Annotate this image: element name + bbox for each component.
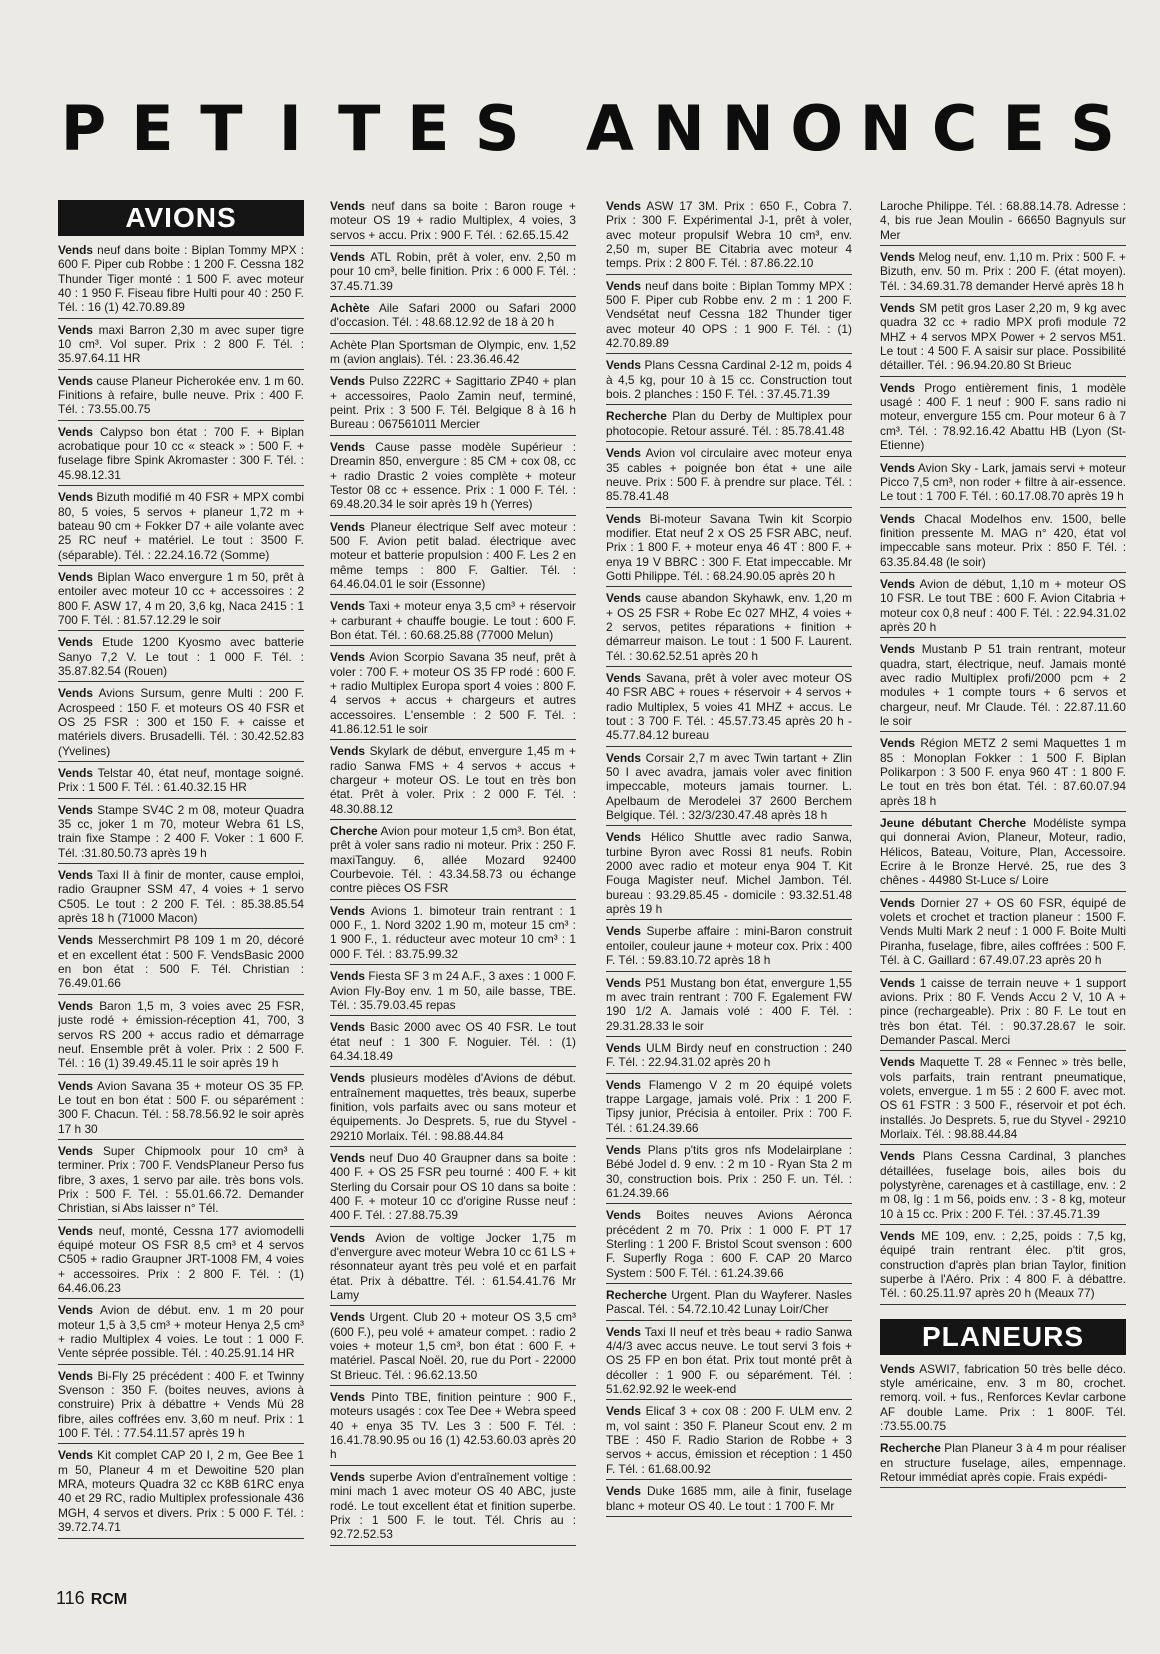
ad-keyword: Vends [330,1150,366,1165]
ad-text: Super Chipmoolx pour 10 cm³ à terminer. Prix : 700 F. VendsPlaneur Perso fus fibre, 3 axes, 1 servo par aile. très bons vols. Prix : 500 F. Tél. : 55.01.66.72. Demander Christian, si Abs laisser n° Tél. [58,1143,304,1216]
ad-text: Avions Sursum, genre Multi : 200 F. Acrospeed : 150 F. et moteurs OS 40 FSR et OS 25 FSR : 300 et 150 F. + caisse et matériels divers. Brusadelli. Tél. : 30.42.52.83 (Yvelines) [58,686,304,758]
column-2 [330,198,576,1568]
classified-ad [58,867,304,929]
ad-keyword: Vends [880,975,916,990]
ad-text: ULM Birdy neuf en construction : 240 F. Tél. : 22.94.31.02 après 20 h [606,1040,852,1070]
ad-keyword: Vends [330,1469,366,1484]
classified-ad [58,569,304,631]
classified-ad [330,1309,576,1386]
page-banner [52,92,1124,164]
banner-letter: S [1061,92,1124,164]
ad-keyword: Vends [606,199,642,213]
ad-text: plusieurs modèles d'Avions de début. entraînement maquettes, très beaux, superbe finition, vols parfaits avec ou sans moteur et équipements. Jo Desprets. 5, rue du Styvel - 29210 Morlaix. Tél. : 98.88.44.84 [330,1071,576,1143]
classified-ad [880,735,1126,812]
magazine-name: RCM [90,1591,128,1608]
classified-ad [58,424,304,486]
ad-text: Pulso Z22RC + Sagittario ZP40 + plan + accessoires, Paolo Zamin neuf, terminé, peint. Prix : 3 500 F. Tél. Belgique 8 à 16 h Bureau : 067561011 Mercier [330,374,576,432]
ad-text: neuf dans boite : Biplan Tommy MPX : 600 F. Piper cub Robbe : 1 200 F. Cessna 182 Thunder Tiger monté : 1 500 F. avec moteur 40 : 1 950 F. Fiseau fibre Hulti pour 40 : 250 F. Tél. : 16 (1) 42.70.89.89 [58,243,304,315]
ad-keyword: Vends [58,424,94,439]
ad-keyword: Vends [58,802,94,817]
classified-ad [330,743,576,820]
classified-ad [880,975,1126,1052]
banner-letter: E [121,92,184,164]
ads-list [880,1361,1126,1489]
banner-letter: S [466,92,529,164]
classified-ad [880,511,1126,573]
ad-text: Boites neuves Avions Aéronca précédent 2 m 70. Prix : 1 000 F. PT 17 Sterling : 1 200 F. Bristol Scout svenson : 600 F. Superfly Roga : 600 F. CAP 20 Marco System : 500 F. Tél. : 61.24.39.66 [606,1208,852,1280]
ad-keyword: Vends [880,1229,916,1243]
ad-text: Maquette T. 28 « Fennec » très belle, vols parfaits, train rentrant pneumatique, volets, envergue. 1 m 55 : 2 600 F. avec mot. OS 61 FSTR : 3 500 F., réservoir et pot éch. installés. Jo Desprets. 5, rue du Styvel - 29210 Morlaix. Tél. : 98.88.44.84 [880,1055,1126,1141]
classified-ad [606,445,852,507]
ad-keyword: Vends [58,998,94,1013]
classified-ad [880,576,1126,638]
classified-ad [330,300,576,334]
ad-keyword: Vends [606,1324,642,1339]
classified-ad [880,1054,1126,1145]
ad-text: Basic 2000 avec OS 40 FSR. Le tout état neuf : 1 300 F. Noguier. Tél. : (1) 64.34.18.49 [330,1020,576,1063]
ad-keyword: Vends [330,650,366,665]
ad-keyword: Vends [880,511,916,526]
classified-ad [606,198,852,275]
classified-ad [58,1302,304,1364]
ad-text: Dornier 27 + OS 60 FSR, équipé de volets et crochet et traction planeur : 1500 F. Vends Multi Mark 2 neuf : 1 000 F. Boite Multi Piranha, fuselage, fibre, ailes coffrées : 500 F. Tél. à C. Gaillard : 67.49.07.23 après 20 h [880,895,1126,968]
classified-ad [880,1361,1126,1438]
ad-text: Modéliste sympa qui donnerai Avion, Planeur, Moteur, radio, Hélicos, Bateau, Voiture, Plan, Accessoire. Ecrire à le Bronze Hervé. 25, rue des 3 chênes - 44980 St-Luce s/ Loire [880,816,1126,888]
ad-text: Laroche Philippe. Tél. : 68.88.14.78. Adresse : 4, bis rue Jean Moulin - 66650 Bagnyuls sur Mer [880,199,1126,242]
classified-ad [58,802,304,864]
ad-text: Avion Sky - Lark, jamais servi + moteur Picco 7,5 cm³, non roder + filtre à air-essence. Le tout : 1 700 F. Tél. : 60.17.08.70 après 19 h [880,460,1126,504]
ad-text: Avion Savana 35 + moteur OS 35 FP. Le tout en bon état : 500 F. ou séparément : 300 F. Chacun. Tél. : 58.78.56.92 le soir après 17 h 30 [58,1078,304,1136]
ad-text: Pinto TBE, finition peinture : 900 F., moteurs usagés : cox Tee Dee + Webra speed 40 + enya 35 TV. Les 3 : 500 F. Tél. : 16.41.78.90.95 ou 16 (1) 42.53.60.03 après 20 h [330,1390,576,1462]
classified-ad [606,1324,852,1401]
ad-text: Taxi II neuf et très beau + radio Sanwa 4/4/3 avec accus neuve. Le tout servi 3 fois + OS 25 FP en bon état. Prix tout monté prêt à décoller : 1 900 F. ou séparément. Tél. : 51.62.92.92 le week-end [606,1324,852,1397]
ad-text: Elicaf 3 + cox 08 : 200 F. ULM env. 2 m, vol saint : 350 F. Planeur Scout env. 2 m TBE : 450 F. Radio Starion de Robbe + 3 servos + accus, émission et réception : 1 450 F. Tél. : 61.68.00.92 [606,1404,852,1476]
classified-ad [606,829,852,920]
ad-keyword: Vends [880,250,916,265]
ad-keyword: Cherche [330,824,378,839]
classified-ad [606,670,852,747]
ad-keyword: Achète [330,301,370,316]
banner-letter: A [578,92,641,164]
ad-text: Avion vol circulaire avec moteur enya 35 cables + poignée bon état + une aile neuve. Prix : 500 F. à prendre sur place. Tél. : 85.78.41.48 [606,446,852,504]
ad-text: Hélico Shuttle avec radio Sanwa, turbine Byron avec Rossi 81 neufs. Robin 2000 avec radio et moteur enya 904 T. Kit Fouga Magister neuf. Michel Jambon. Tél. bureau : 93.29.85.45 - domicile : 93.32.51.48 après 19 h [606,830,852,917]
ad-text: Taxi + moteur enya 3,5 cm³ + réservoir + carburant + chauffe bougie. Le tout : 600 F. Bon état. Tél. : 60.68.25.88 (77000 Melun) [330,599,576,642]
ad-text: 1 caisse de terrain neuve + 1 support avions. Prix : 80 F. Vends Accu 2 V, 10 A + pince (rechargeable). Prix : 80 F. Le tout en très bon état. Tél. : 90.37.28.67 le soir. Demander Pascal. Merci [880,975,1126,1047]
ad-text: Plans Cessna Cardinal 2-12 m, poids 4 à 4,5 kg, pour 10 à 15 cc. Construction tout bois. 2 planches : 150 F. Tél. : 37.45.71.39 [606,358,852,402]
banner-letter: N [716,92,779,164]
classified-ad [606,1483,852,1517]
classified-ad [58,1223,304,1300]
classified-ad [880,895,1126,972]
banner-letter: N [647,92,710,164]
ad-keyword: Vends [330,1020,366,1035]
ad-keyword: Vends [58,490,94,505]
classified-ad [58,685,304,762]
classified-ad [606,1403,852,1480]
banner-letter: T [190,92,253,164]
banner-letter: N [854,92,917,164]
ad-text: Savana, prêt à voler avec moteur OS 40 FSR ABC + roues + réservoir + 4 servos + radio Multiplex, 5 voies 41 MHZ + accus. Le tout : 3 700 F. Tél. : 45.57.73.45 après 20 h - 45.77.84.12 bureau [606,670,852,743]
banner-letter: P [52,92,115,164]
classified-ad [606,1287,852,1321]
ad-keyword: Vends [880,301,916,316]
ad-text: Plans Cessna Cardinal, 3 planches détaillées, fuselage bois, ailes bois du polystyrène, carenages et à castillage, env. : 2 m 08, lg : 1 m 56, poids env. : 3 - 8 kg, moteur 10 à 15 cc. Prix : 200 F. Tél. : 37.45.71.39 [880,1149,1126,1221]
classified-ad [58,1143,304,1220]
ad-keyword: Vends [58,243,94,257]
ad-text: ASW 17 3M. Prix : 650 F., Cobra 7. Prix : 300 F. Expérimental J-1, prêt à voler, avec moteur propulsif Webra 10 cm³, env. 2,50 m, super BE Citabria avec moteur 4 temps. Prix : 2 800 F. Tél. : 87.86.22.10 [606,199,852,271]
ad-keyword: Vends [606,1040,642,1055]
ad-keyword: Vends [606,1077,642,1092]
ad-keyword: Vends [58,1143,94,1158]
ad-text: Chacal Modelhos env. 1500, belle finition pressente M. MAG n° 420, état vol impeccable sans moteur. Prix : 850 F. Tél. : 63.35.84.48 (le soir) [880,511,1126,569]
ad-keyword: Vends [606,1484,642,1499]
ad-text: Skylark de début, envergure 1,45 m + radio Sanwa FMS + 4 servos + accus + chargeur + moteur OS. Le tout en très bon état. Prêt à voler. Prix : 2 000 F. Tél. : 48.30.88.12 [330,744,576,816]
ad-keyword: Vends [606,924,642,939]
ad-keyword: Vends [58,1078,94,1093]
ad-keyword: Vends [330,374,366,389]
classified-ad [330,649,576,740]
ad-keyword: Vends [330,1390,366,1405]
banner-letter: I [259,92,322,164]
classified-ad [330,1389,576,1466]
ad-text: Urgent. Club 20 + moteur OS 3,5 cm³ (600 F.), peu volé + amateur compet. : radio 2 voies + moteur 1,5 cm³, bon état : 600 F. + matériel. Pascal Noël. 20, rue du Port - 22000 St Brieuc. Tél. : 96.62.13.50 [330,1310,576,1382]
ad-keyword: Vends [330,744,366,759]
ads-list [606,198,852,1517]
ad-keyword: Vends [606,1208,642,1223]
ad-keyword: Vends [58,933,94,948]
ad-keyword: Vends [58,766,94,780]
section-heading-avions: AVIONS [58,200,304,236]
ad-text: Corsair 2,7 m avec Twin tartant + Zlin 50 I avec avadra, jamais voler avec finition impeccable, moteurs jamais tourner. L. Apelbaum de Merodelei 37 2600 Berchem Belgique. Tél. : 32/3/230.47.48 après 18 h [606,750,852,823]
ad-keyword: Vends [880,642,916,657]
ad-keyword: Vends [606,1142,642,1157]
classified-ad [880,641,1126,732]
ad-text: P51 Mustang bon état, envergure 1,55 m avec train rentrant : 700 F. Egalement FW 190 1/2 A. Jamais volé : 400 F. Tél. : 29.31.28.33 le soir [606,975,852,1033]
classified-ad [330,1150,576,1227]
ad-keyword: Vends [58,635,94,650]
classified-ad [606,408,852,442]
banner-gap [535,92,573,164]
ad-keyword: Vends [606,750,642,765]
banner-letter: E [397,92,460,164]
ads-list [880,198,1126,1305]
ad-text: Bi-Fly 25 précédent : 400 F. et Twinny Svenson : 350 F. (boites neuves, avions à construire) Prix à débattre + Vends Mü 28 fibre, ailes coffrées env. 3,60 m neuf. Prix : 1 100 F. Tél. : 77.54.11.57 après 19 h [58,1368,304,1441]
ad-text: Biplan Waco envergure 1 m 50, prêt à entoiler avec moteur 10 cc + accessoires : 2 800 F. ASW 17, 4 m 20, 3,6 kg, Naca 2415 : 1 700 F. Tél. : 81.57.12.29 le soir [58,569,304,627]
ad-text: Région METZ 2 semi Maquettes 1 m 85 : Monoplan Fokker : 1 500 F. Biplan Polikarpon : 3 500 F. enya 960 4T : 1 800 F. Le tout en très bon état. Tél. : 87.60.07.94 après 18 h [880,736,1126,808]
ad-keyword: Vends [330,199,366,213]
ad-keyword: Vends [606,446,642,461]
ad-text: Cause passe modèle Supérieur : Dreamin 850, envergure : 85 CM + cox 08, cc + radio Drastic 2 voies complète + moteur Testor 08 cc + essence. Prix : 1 000 F. Tél. : 69.48.20.34 le soir après 19 h (Yerres) [330,439,576,512]
ad-text: Etude 1200 Kyosmo avec batterie Sanyo 7,2 V. Le tout : 1 000 F. Tél. : 35.87.82.54 (Rouen) [58,635,304,678]
classified-ad [330,1230,576,1307]
ad-text: Planeur électrique Self avec moteur : 500 F. Avion petit balad. électrique avec moteur et batterie propulsion : 400 F. Les 2 en même temps : 800 F. Galtier. Tél. : 64.46.04.01 le soir (Essonne) [330,519,576,591]
ad-keyword: Recherche [606,409,667,424]
ad-text: ME 109, env. : 2,25, poids : 7,5 kg, équipé train rentrant élec. p'tit gros, construction d'après plan brian Taylor, finition superbe à l'Aéro. Prix : 4 800 F. à débattre. Tél. : 60.25.11.97 après 20 h (Meaux 77) [880,1229,1126,1301]
ad-text: neuf dans boite : Biplan Tommy MPX : 500 F. Piper cub Robbe env. 2 m : 1 200 F. Vendsétat neuf Cessna 182 Thunder tiger avec moteur 40 OPS : 1 900 F. Tél. : (1) 42.70.89.89 [606,278,852,351]
ad-text: Fiesta SF 3 m 24 A.F., 3 axes : 1 000 F. Avion Fly-Boy env. 1 m 50, aile basse, TBE. Tél. : 35.79.03.45 repas [330,969,576,1012]
classified-ad [58,1447,304,1538]
ad-keyword: Vends [880,895,916,910]
ad-keyword: Vends [606,975,642,990]
ad-text: Aile Safari 2000 ou Safari 2000 d'occasion. Tél. : 48.68.12.92 de 18 à 20 h [330,301,576,330]
classified-ad [880,460,1126,508]
classified-ad [606,1040,852,1074]
banner-letter: T [328,92,391,164]
ad-text: Plan Planeur 3 à 4 m pour réaliser en structure fuselage, ailes, empennage. Retour immédiat après copie. Frais expédi- [880,1441,1126,1485]
ad-text: Avion Scorpio Savana 35 neuf, prêt à voler : 700 F. + moteur OS 35 FP rodé : 600 F. + radio Multiplex Europa sport 4 voies : 800 F. 4 servos + accus + chargeurs et autres accessoires. L'ensemble : 2 500 F. Tél. : 41.86.12.51 le soir [330,650,576,736]
classified-ad [880,815,1126,892]
ad-keyword: Vends [880,380,916,395]
ad-keyword: Vends [606,358,642,373]
classified-ad [330,198,576,246]
ad-text: Melog neuf, env. 1,10 m. Prix : 500 F. + Bizuth, env. 50 m. Prix : 200 F. (état moyen). Tél. : 34.69.31.78 demander Hervé après 18 h [880,250,1126,293]
ad-keyword: Vends [330,599,366,614]
ad-keyword: Vends [606,511,642,526]
classified-ad [330,903,576,965]
ad-keyword: Vends [58,1303,94,1318]
classified-ad [880,198,1126,246]
classified-ad [330,823,576,900]
classified-ad [330,249,576,297]
classified-ad [58,489,304,566]
ad-keyword: Vends [58,1448,94,1463]
ad-keyword: Vends [880,460,916,475]
ad-text: neuf dans sa boite : Baron rouge + moteur OS 19 + radio Multiplex, 4 voies, 3 servos + accu. Prix : 900 F. Tél. : 62.65.15.42 [330,199,576,242]
ad-keyword: Vends [58,1368,94,1383]
ad-text: Avion de voltige Jocker 1,75 m d'envergure avec moteur Webra 10 cc 61 LS + résonnateur ayant très peu volé et en parfait état. Prix à débattre. Tél. : 61.54.41.76 Mr Lamy [330,1230,576,1303]
ad-text: Avion de début, 1,10 m + moteur OS 10 FSR. Le tout TBE : 600 F. Avion Citabria + moteur cox 0,8 neuf : 400 F. Tél. : 22.94.31.02 après 20 h [880,576,1126,634]
classified-ad [58,765,304,799]
classified-ad [606,1077,852,1139]
ad-keyword: Recherche [880,1441,941,1456]
ad-keyword: Vends [606,591,642,606]
ad-text: Avions 1. bimoteur train rentrant : 1 000 F., 1. Nord 3202 1.90 m, moteur 15 cm³ : 1 900 F., 1. réducteur avec moteur 10 cm³ : 1 000 F. Tél. : 83.75.99.32 [330,903,576,961]
ad-keyword: Vends [330,903,366,918]
ad-text: Bi-moteur Savana Twin kit Scorpio modifier. Etat neuf 2 x OS 25 FSR ABC, neuf. Prix : 1 800 F. + moteur enya 46 4T : 800 F. + enya 19 V BBRC : 300 F. Etat impeccable. Mr Gotti Philippe. Tél. : 68.24.90.05 après 20 h [606,511,852,583]
ad-text: cause abandon Skyhawk, env. 1,20 m + OS 25 FSR + Robe Ec 027 MHZ, 4 voies + 2 servos, petites réparations + finition + démarreur maison. Le tout : 1 500 F. Laurent. Tél. : 30.62.52.51 après 20 h [606,591,852,663]
classified-ad [606,590,852,667]
ad-keyword: Vends [330,250,366,265]
ad-keyword: Vends [606,670,642,685]
classified-ad [58,932,304,994]
classified-ad [330,439,576,516]
ad-text: Baron 1,5 m, 3 voies avec 25 FSR, juste rodé + émission-réception 41, 700, 3 servos RS 200 + accus radio et démarrage neuf. Ensemble prêt à voler. Prix : 2 500 F. Tél. : 16 (1) 39.49.45.11 le soir après 19 h [58,998,304,1071]
ad-keyword: Vends [58,1223,94,1238]
classified-ad [58,634,304,682]
ad-keyword: Vends [880,736,916,751]
page-footer [56,1588,127,1609]
ad-text: Flamengo V 2 m 20 équipé volets trappe Largage, jamais volé. Prix : 1 200 F. Tipsy junior, Précisia à entoiler. Prix : 700 F. Tél. : 61.24.39.66 [606,1077,852,1135]
classified-ad [330,373,576,435]
ad-keyword: Vends [606,1404,642,1419]
classified-ad [606,923,852,971]
ad-keyword: Vends [330,519,366,534]
banner-letter: O [785,92,848,164]
classified-ad [58,373,304,421]
ad-text: neuf Duo 40 Graupner dans sa boite : 400 F. + OS 25 FSR peu tourné : 400 F. + kit Sterling du Corsair pour OS 10 dans sa boite : 400 F. + moteur 10 cc d'origine Russe neuf : 400 F. Tél. : 27.88.75.39 [330,1150,576,1223]
ad-text: Superbe affaire : mini-Baron construit entoiler, couleur jaune + moteur cox. Prix : 400 F. Tél. : 59.83.10.72 après 18 h [606,924,852,968]
ad-text: Calypso bon état : 700 F. + Biplan acrobatique pour 10 cc « steack » : 500 F. + fuselage fibre Spink Akromaster : 300 F. Tél. : 45.98.12.31 [58,424,304,482]
ad-keyword: Vends [880,1361,916,1376]
ad-keyword: Vends [58,322,94,337]
ad-keyword: Vends [58,686,94,701]
classified-ad [880,1228,1126,1305]
classified-ad [880,1440,1126,1488]
classified-ad [58,998,304,1075]
classified-ad [606,357,852,405]
ad-text: maxi Barron 2,30 m avec super tigre 10 cm³. Vol super. Prix : 2 800 F. Tél. : 35.97.64.11 HR [58,322,304,366]
classified-ad [880,249,1126,297]
ad-keyword: Vends [330,969,366,984]
ad-text: Urgent. Plan du Wayferer. Nasles Pascal. Tél. : 54.72.10.42 Lunay Loir/Cher [606,1288,852,1317]
banner-letter: E [992,92,1055,164]
ad-text: Plan du Derby de Multiplex pour photocopie. Retour assuré. Tél. : 85.78.41.48 [606,409,852,438]
ad-keyword: Jeune débutant Cherche [880,816,1027,831]
ad-keyword: Vends [330,1310,366,1325]
ad-keyword: Vends [880,1149,916,1164]
ad-text: Plans p'tits gros nfs Modelairplane : Bébé Jodel d. 9 env. : 2 m 10 - Ryan Sta 2 m 30, construction bois. Prix : 250 F. un. Tél. : 61.24.39.66 [606,1142,852,1200]
ad-text: ASWI7, fabrication 50 très belle déco. style américaine, env. 3 m 80, crochet. remorq. voil. + fus., Renforces Kevlar carbone AF double Lame. Prix : 1 800F. Tél. :73.55.00.75 [880,1361,1126,1434]
ad-text: Bizuth modifié m 40 FSR + MPX combi 80, 5 voies, 5 servos + planeur 1,72 m + bateau 90 cm + Fokker D7 + aile volante avec 25 RC neuf + matériel. Le tout : 3500 F. (séparable). Tél. : 22.24.16.72 (Somme) [58,490,304,562]
ad-keyword: Vends [330,1071,366,1086]
classified-ad [330,968,576,1016]
classified-ad [330,1070,576,1147]
ad-text: Mustanb P 51 train rentrant, moteur quadra, start, électrique, neuf. Jamais monté avec radio Multiplex profi/2000 pcm + 2 modules + 1 compte tours + 6 servos et chargeur, neuf. Mr Claude. Tél. : 22.87.11.60 le soir [880,642,1126,728]
classified-ad [606,975,852,1037]
classified-ad [58,242,304,319]
ad-text: Duke 1685 mm, aile à finir, fuselage blanc + moteur OS 40. Le tout : 1 700 F. Mr [606,1484,852,1513]
classified-ad [606,278,852,355]
ad-keyword: Vends [330,1230,366,1245]
ad-text: ATL Robin, prêt à voler, env. 2,50 m pour 10 cm³, belle finition. Prix : 6 000 F. Tél. : 37.45.71.39 [330,250,576,293]
classified-ad [58,1368,304,1445]
ad-text: Avion de début. env. 1 m 20 pour moteur 1,5 à 3,5 cm³ + moteur Henya 2,5 cm³ + radio Multiplex 4 voies. Le tout : 1 000 F. Vente séprée possible. Tél. : 40.25.91.14 HR [58,1303,304,1361]
classified-ad [606,511,852,588]
ad-text: cause Planeur Picherokée env. 1 m 60. Finitions à refaire, bulle neuve. Prix : 400 F. Tél. : 73.55.00.75 [58,373,304,417]
classified-ad [58,322,304,370]
ad-keyword: Vends [606,830,642,845]
classified-ad [606,750,852,827]
ad-keyword: Vends [880,1055,916,1070]
ad-keyword: Vends [58,373,94,388]
ad-keyword: Recherche [606,1288,667,1303]
classified-ad [880,1148,1126,1225]
ad-text: neuf, monté, Cessna 177 aviomodelli équipé moteur OS FSR 8,5 cm³ et 4 servos C505 + radio Graupner JRT-1008 FM, 4 voies + accessoires. Prix : 2 800 F. Tél. : (1) 64.46.06.23 [58,1223,304,1295]
ad-text: Taxi II à finir de monter, cause emploi, radio Graupner SSM 47, 4 voies + 1 servo C505. Le tout : 2 200 F. Tél. : 85.38.85.54 après 18 h (71000 Macon) [58,868,304,926]
page-number: 116 [56,1588,85,1608]
banner-letter: C [923,92,986,164]
classified-ad [330,1469,576,1546]
classified-ad [880,380,1126,457]
section-heading-planeurs: PLANEURS [880,1319,1126,1355]
classified-ad [330,519,576,596]
classified-ad [606,1142,852,1204]
classified-ad [880,300,1126,377]
ad-text: Progo entièrement finis, 1 modèle usagé : 400 F. 1 neuf : 900 F. sans radio ni moteur, envergure 155 cm. Pour moteur 6 à 7 cm³. Tél. : 78.92.16.42 Abattu HB (Lyon (St-Etienne) [880,380,1126,453]
ad-keyword: Vends [880,576,916,591]
column-3 [606,198,852,1568]
classified-ad [606,1207,852,1284]
ad-keyword: Vends [330,439,366,454]
column-4 [880,198,1126,1568]
ads-list [330,198,576,1546]
classified-ad [58,1078,304,1140]
ad-text: SM petit gros Laser 2,20 m, 9 kg avec quadra 32 cc + radio MPX profi module 72 MHZ + 4 servos MPX Power + 2 servos M51. Le tout : 4 500 F. A saisir sur place. Possibilité détailler. Tél. : 96.94.20.80 St Brieuc [880,301,1126,373]
ad-text: Achète Plan Sportsman de Olympic, env. 1,52 m (avion anglais). Tél. : 23.36.46.42 [330,337,576,367]
ad-text: Avion pour moteur 1,5 cm³. Bon état, prêt à voler sans radio ni moteur. Prix : 250 F. maxiTanguy. 6, allée Mozard 92400 Courbevoie. Tél. : 43.34.58.73 ou échange contre pièces OS FSR [330,824,576,896]
column-1 [58,200,304,1570]
ad-keyword: Vends [606,278,642,293]
ad-text: Messerchmirt P8 109 1 m 20, décoré et en excellent état : 500 F. VendsBasic 2000 en bon état : 500 F. Tél. Christian : 76.49.01.66 [58,933,304,991]
classified-ad [330,337,576,371]
ad-keyword: Vends [58,868,94,883]
ad-keyword: Vends [58,569,94,584]
ad-text: Telstar 40, état neuf, montage soigné. Prix : 1 500 F. Tél. : 61.40.32.15 HR [58,766,304,795]
ad-text: Kit complet CAP 20 I, 2 m, Gee Bee 1 m 50, Planeur 4 m et Dewoitine 520 plan MRA, moteurs Quadra 32 cc K8B 61RC enya 40 et 29 RC, radio Multiplex professionale 436 MGH, 4 servos et divers. Prix : 5 000 F. Tél. : 39.72.74.71 [58,1448,304,1535]
ads-list [58,242,304,1539]
ad-text: Stampe SV4C 2 m 08, moteur Quadra 35 cc, joker 1 m 70, moteur Webra 61 LS, train fixe Stampe : 2 400 F. Voker : 1 600 F. Tél. :31.80.50.73 après 19 h [58,802,304,860]
classified-ad [330,1019,576,1067]
classified-ad [330,598,576,646]
ad-text: superbe Avion d'entraînement voltige : mini mach 1 avec moteur OS 40 ABC, juste rodé. Le tout excellent état et finition superbe. Prix : 1 500 F. le tout. Tél. Chris au : 92.72.52.53 [330,1469,576,1542]
